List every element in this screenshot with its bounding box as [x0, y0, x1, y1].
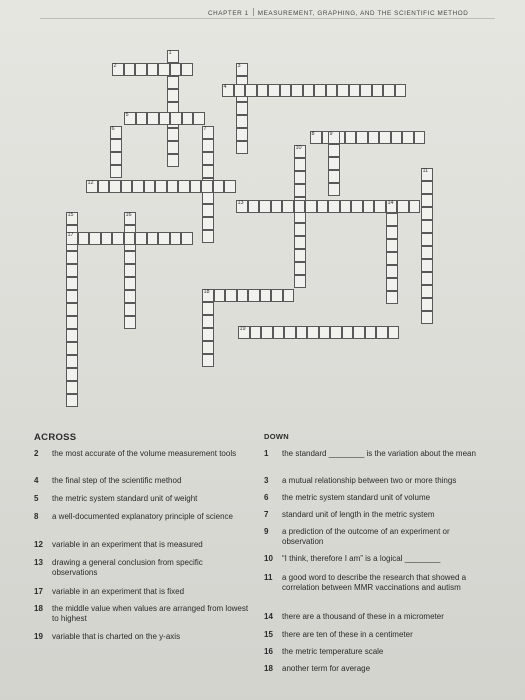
down-10-cell[interactable] — [294, 171, 306, 184]
clue-number-label: 3 — [237, 63, 241, 69]
clue-number-label: 4 — [223, 84, 227, 90]
down-6-cell[interactable] — [110, 139, 122, 152]
down-16-cell[interactable] — [124, 316, 136, 329]
clue-text: there are ten of these in a centimeter — [282, 630, 413, 639]
across-13-cell[interactable] — [340, 200, 352, 213]
clue-number: 18 — [264, 664, 273, 673]
down-16-cell[interactable] — [124, 303, 136, 316]
down-18-cell[interactable] — [202, 354, 214, 367]
down-10-cell[interactable] — [294, 223, 306, 236]
clue-number: 16 — [264, 647, 273, 656]
across-4-cell[interactable] — [280, 84, 292, 97]
across-clue-2 — [34, 449, 249, 459]
clue-text: “I think, therefore I am” is a logical ________ — [282, 554, 441, 563]
across-18-cell[interactable] — [225, 289, 237, 302]
across-13-cell[interactable] — [351, 200, 363, 213]
clue-number: 6 — [264, 493, 269, 502]
down-9-cell[interactable] — [328, 144, 340, 157]
across-clue-13 — [34, 558, 249, 577]
across-13-cell[interactable] — [282, 200, 294, 213]
across-12-cell[interactable] — [132, 180, 144, 193]
across-clue-8 — [34, 512, 249, 522]
clue-number-label: 7 — [203, 126, 207, 132]
clue-text: the metric system standard unit of volume — [282, 493, 431, 502]
across-12-cell[interactable] — [121, 180, 133, 193]
across-8-cell[interactable] — [345, 131, 357, 144]
across-5-cell[interactable] — [182, 112, 194, 125]
across-19-cell[interactable] — [273, 326, 285, 339]
down-14-cell[interactable] — [386, 213, 398, 226]
across-5-cell[interactable] — [147, 112, 159, 125]
down-10-cell[interactable] — [294, 275, 306, 288]
down-18-cell[interactable] — [202, 302, 214, 315]
clue-text: standard unit of length in the metric system — [282, 510, 435, 519]
down-3-cell[interactable] — [236, 102, 248, 115]
across-17-cell[interactable] — [135, 232, 147, 245]
down-clue-6 — [264, 493, 489, 503]
across-17-cell[interactable] — [170, 232, 182, 245]
down-15-cell[interactable] — [66, 277, 78, 290]
down-10-cell[interactable] — [294, 249, 306, 262]
clue-number-label: 19 — [239, 326, 246, 332]
clue-text: the standard ________ is the variation about the mean — [282, 449, 476, 458]
across-17-cell[interactable] — [158, 232, 170, 245]
down-16-cell[interactable] — [124, 251, 136, 264]
down-6-cell[interactable] — [110, 152, 122, 165]
down-clue-7 — [264, 510, 489, 520]
clue-number: 18 — [34, 604, 43, 613]
clue-text: there are a thousand of these in a micrometer — [282, 612, 444, 621]
across-8-cell[interactable] — [402, 131, 414, 144]
clue-text: the most accurate of the volume measurement tools — [52, 449, 237, 458]
across-2-cell[interactable] — [170, 63, 182, 76]
down-7-cell[interactable] — [202, 165, 214, 178]
clue-text: drawing a general conclusion from specific observations — [52, 558, 203, 577]
down-15-cell[interactable] — [66, 290, 78, 303]
down-16-cell[interactable] — [124, 277, 136, 290]
clue-text: another term for average — [282, 664, 371, 673]
across-13-cell[interactable] — [271, 200, 283, 213]
across-5-cell[interactable] — [159, 112, 171, 125]
clue-number: 2 — [34, 449, 39, 458]
down-7-cell[interactable] — [202, 152, 214, 165]
across-19-cell[interactable] — [284, 326, 296, 339]
down-6-cell[interactable] — [110, 165, 122, 178]
down-11-cell[interactable] — [421, 311, 433, 324]
clue-number: 10 — [264, 554, 273, 563]
clue-number-label: 9 — [329, 131, 333, 137]
across-12-cell[interactable] — [155, 180, 167, 193]
across-8-cell[interactable] — [379, 131, 391, 144]
across-clues — [34, 432, 249, 692]
across-13-cell[interactable] — [317, 200, 329, 213]
across-18-cell[interactable] — [271, 289, 283, 302]
clue-number-label: 18 — [203, 289, 210, 295]
clue-number-label: 8 — [311, 131, 315, 137]
clue-number: 1 — [264, 449, 269, 458]
down-11-cell[interactable] — [421, 246, 433, 259]
across-clue-17 — [34, 587, 249, 597]
down-11-cell[interactable] — [421, 272, 433, 285]
clue-text: variable in an experiment that is fixed — [52, 587, 185, 596]
down-1-cell[interactable] — [167, 154, 179, 167]
down-14-cell[interactable] — [386, 252, 398, 265]
clue-text: variable in an experiment that is measured — [52, 540, 203, 549]
clue-number: 5 — [34, 494, 39, 503]
clue-number-label: 10 — [295, 145, 302, 151]
across-5-cell[interactable] — [193, 112, 205, 125]
across-12-cell[interactable] — [167, 180, 179, 193]
across-17-cell[interactable] — [147, 232, 159, 245]
down-15-cell[interactable] — [66, 316, 78, 329]
across-12-cell[interactable] — [98, 180, 110, 193]
clue-number-label: 14 — [387, 200, 394, 206]
down-clue-3 — [264, 476, 489, 486]
across-heading: ACROSS — [34, 432, 77, 443]
across-19-cell[interactable] — [353, 326, 365, 339]
across-18-cell[interactable] — [283, 289, 295, 302]
clue-number-label: 5 — [125, 112, 129, 118]
down-1-cell[interactable] — [167, 128, 179, 141]
across-18-cell[interactable] — [260, 289, 272, 302]
across-2-cell[interactable] — [147, 63, 159, 76]
down-15-cell[interactable] — [66, 394, 78, 407]
across-13-cell[interactable] — [305, 200, 317, 213]
across-2-cell[interactable] — [124, 63, 136, 76]
down-7-cell[interactable] — [202, 139, 214, 152]
clue-number-label: 2 — [113, 63, 117, 69]
across-4-cell[interactable] — [291, 84, 303, 97]
down-10-cell[interactable] — [294, 262, 306, 275]
clue-number: 4 — [34, 476, 39, 485]
clue-number-label: 17 — [67, 232, 74, 238]
clue-number: 7 — [264, 510, 269, 519]
down-clue-18 — [264, 664, 489, 674]
down-11-cell[interactable] — [421, 220, 433, 233]
across-2-cell[interactable] — [181, 63, 193, 76]
across-19-cell[interactable] — [319, 326, 331, 339]
across-18-cell[interactable] — [237, 289, 249, 302]
across-17-cell[interactable] — [124, 232, 136, 245]
across-clue-19 — [34, 632, 249, 642]
clue-number: 17 — [34, 587, 43, 596]
clue-number: 14 — [264, 612, 273, 621]
across-4-cell[interactable] — [349, 84, 361, 97]
across-19-cell[interactable] — [250, 326, 262, 339]
across-19-cell[interactable] — [307, 326, 319, 339]
across-4-cell[interactable] — [395, 84, 407, 97]
down-11-cell[interactable] — [421, 181, 433, 194]
across-13-cell[interactable] — [259, 200, 271, 213]
clue-number: 15 — [264, 630, 273, 639]
across-13-cell[interactable] — [248, 200, 260, 213]
down-10-cell[interactable] — [294, 158, 306, 171]
down-3-cell[interactable] — [236, 115, 248, 128]
clue-number: 12 — [34, 540, 43, 549]
down-clue-15 — [264, 630, 489, 640]
across-17-cell[interactable] — [181, 232, 193, 245]
across-2-cell[interactable] — [135, 63, 147, 76]
across-13-cell[interactable] — [328, 200, 340, 213]
across-17-cell[interactable] — [101, 232, 113, 245]
down-15-cell[interactable] — [66, 368, 78, 381]
clue-number-label: 1 — [168, 50, 172, 56]
across-4-cell[interactable] — [314, 84, 326, 97]
down-10-cell[interactable] — [294, 236, 306, 249]
clue-text: the middle value when values are arranged from lowest to highest — [52, 604, 249, 623]
down-7-cell[interactable] — [202, 204, 214, 217]
down-11-cell[interactable] — [421, 298, 433, 311]
across-13-cell[interactable] — [374, 200, 386, 213]
across-12-cell[interactable] — [109, 180, 121, 193]
across-4-cell[interactable] — [268, 84, 280, 97]
clue-number-label: 16 — [125, 212, 132, 218]
down-7-cell[interactable] — [202, 217, 214, 230]
down-15-cell[interactable] — [66, 303, 78, 316]
down-14-cell[interactable] — [386, 291, 398, 304]
across-4-cell[interactable] — [303, 84, 315, 97]
down-11-cell[interactable] — [421, 233, 433, 246]
across-13-cell[interactable] — [294, 200, 306, 213]
down-9-cell[interactable] — [328, 170, 340, 183]
across-19-cell[interactable] — [261, 326, 273, 339]
clue-text: a good word to describe the research that showed a correlation between MMR vaccinations and autism — [282, 573, 467, 592]
across-19-cell[interactable] — [376, 326, 388, 339]
down-clue-9 — [264, 527, 489, 546]
down-1-cell[interactable] — [167, 89, 179, 102]
across-12-cell[interactable] — [213, 180, 225, 193]
across-clue-12 — [34, 540, 249, 550]
across-8-cell[interactable] — [391, 131, 403, 144]
down-1-cell[interactable] — [167, 141, 179, 154]
clue-number-label: 12 — [87, 180, 94, 186]
down-14-cell[interactable] — [386, 239, 398, 252]
down-18-cell[interactable] — [202, 341, 214, 354]
down-11-cell[interactable] — [421, 207, 433, 220]
down-clue-1 — [264, 449, 489, 459]
clue-number-label: 13 — [237, 200, 244, 206]
down-16-cell[interactable] — [124, 264, 136, 277]
across-2-cell[interactable] — [158, 63, 170, 76]
down-11-cell[interactable] — [421, 259, 433, 272]
down-3-cell[interactable] — [236, 128, 248, 141]
down-1-cell[interactable] — [167, 76, 179, 89]
across-4-cell[interactable] — [337, 84, 349, 97]
down-16-cell[interactable] — [124, 290, 136, 303]
across-17-cell[interactable] — [89, 232, 101, 245]
across-19-cell[interactable] — [296, 326, 308, 339]
down-clue-11 — [264, 573, 489, 592]
down-15-cell[interactable] — [66, 329, 78, 342]
down-15-cell[interactable] — [66, 342, 78, 355]
across-5-cell[interactable] — [136, 112, 148, 125]
down-10-cell[interactable] — [294, 184, 306, 197]
clue-text: a mutual relationship between two or more things — [282, 476, 457, 485]
across-4-cell[interactable] — [383, 84, 395, 97]
down-11-cell[interactable] — [421, 285, 433, 298]
across-clue-18 — [34, 604, 249, 623]
down-15-cell[interactable] — [66, 264, 78, 277]
across-13-cell[interactable] — [363, 200, 375, 213]
across-19-cell[interactable] — [365, 326, 377, 339]
down-9-cell[interactable] — [328, 157, 340, 170]
across-18-cell[interactable] — [214, 289, 226, 302]
clue-text: the metric temperature scale — [282, 647, 384, 656]
across-17-cell[interactable] — [112, 232, 124, 245]
across-12-cell[interactable] — [190, 180, 202, 193]
down-14-cell[interactable] — [386, 265, 398, 278]
chapter-label: CHAPTER 1 — [208, 10, 249, 17]
across-8-cell[interactable] — [368, 131, 380, 144]
down-15-cell[interactable] — [66, 355, 78, 368]
down-7-cell[interactable] — [202, 230, 214, 243]
across-8-cell[interactable] — [414, 131, 426, 144]
across-17-cell[interactable] — [78, 232, 90, 245]
down-18-cell[interactable] — [202, 315, 214, 328]
clue-number: 9 — [264, 527, 269, 536]
down-3-cell[interactable] — [236, 141, 248, 154]
down-clue-10 — [264, 554, 489, 564]
down-9-cell[interactable] — [328, 183, 340, 196]
down-14-cell[interactable] — [386, 278, 398, 291]
across-18-cell[interactable] — [248, 289, 260, 302]
across-4-cell[interactable] — [372, 84, 384, 97]
across-clue-5 — [34, 494, 249, 504]
across-19-cell[interactable] — [330, 326, 342, 339]
across-12-cell[interactable] — [144, 180, 156, 193]
clue-number-label: 6 — [111, 126, 115, 132]
clue-number: 19 — [34, 632, 43, 641]
down-14-cell[interactable] — [386, 226, 398, 239]
down-18-cell[interactable] — [202, 328, 214, 341]
clue-text: a prediction of the outcome of an experiment or observation — [282, 527, 450, 546]
across-4-cell[interactable] — [245, 84, 257, 97]
clue-number: 8 — [34, 512, 39, 521]
across-13-cell[interactable] — [409, 200, 421, 213]
clue-text: the metric system standard unit of weight — [52, 494, 198, 503]
clue-number: 11 — [264, 573, 273, 582]
across-8-cell[interactable] — [356, 131, 368, 144]
across-4-cell[interactable] — [234, 84, 246, 97]
across-5-cell[interactable] — [170, 112, 182, 125]
down-clue-14 — [264, 612, 489, 622]
across-12-cell[interactable] — [178, 180, 190, 193]
across-19-cell[interactable] — [388, 326, 400, 339]
across-19-cell[interactable] — [342, 326, 354, 339]
clue-number-label: 15 — [67, 212, 74, 218]
down-clue-16 — [264, 647, 489, 657]
across-4-cell[interactable] — [326, 84, 338, 97]
across-13-cell[interactable] — [397, 200, 409, 213]
across-12-cell[interactable] — [224, 180, 236, 193]
clue-number: 3 — [264, 476, 269, 485]
across-4-cell[interactable] — [257, 84, 269, 97]
clue-text: variable that is charted on the y-axis — [52, 632, 181, 641]
down-11-cell[interactable] — [421, 194, 433, 207]
clue-number: 13 — [34, 558, 43, 567]
across-clue-4 — [34, 476, 249, 486]
down-heading: DOWN — [264, 432, 289, 441]
across-4-cell[interactable] — [360, 84, 372, 97]
clue-number-label: 11 — [422, 168, 429, 174]
down-clues — [264, 432, 489, 692]
across-12-cell[interactable] — [201, 180, 213, 193]
chapter-title: MEASUREMENT, GRAPHING, AND THE SCIENTIFIC METHOD — [257, 10, 469, 17]
down-15-cell[interactable] — [66, 381, 78, 394]
down-15-cell[interactable] — [66, 251, 78, 264]
clue-text: a well-documented explanatory principle of science — [52, 512, 233, 521]
clue-text: the final step of the scientific method — [52, 476, 182, 485]
